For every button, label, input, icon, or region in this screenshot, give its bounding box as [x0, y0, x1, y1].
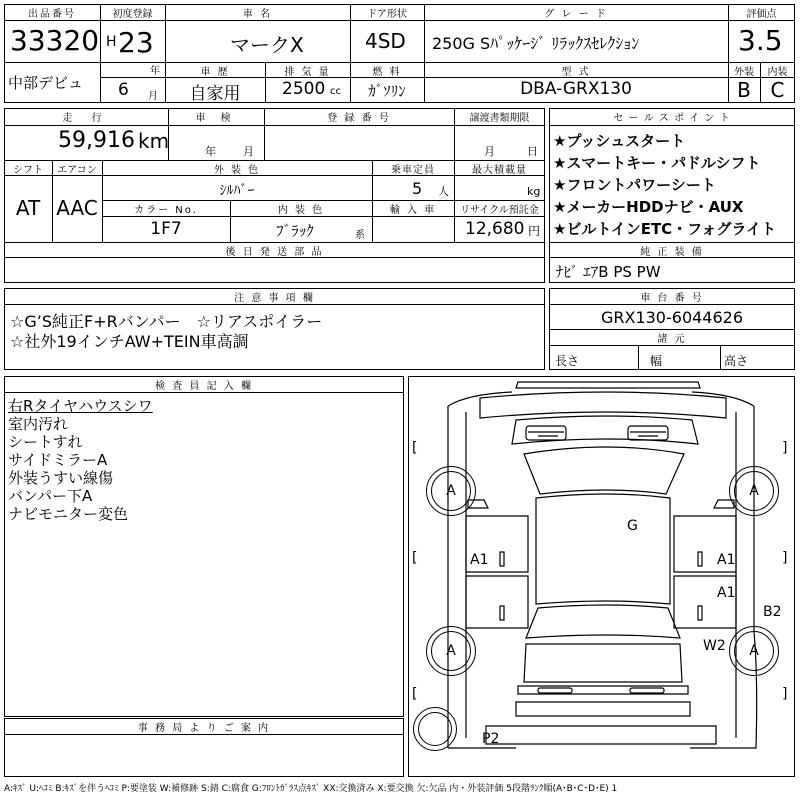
reg-year-unit: 年: [150, 66, 160, 77]
grade-label: グ レ ー ド: [544, 9, 608, 20]
history-label: 車 歴: [200, 67, 230, 78]
selling-point-1: ★プッシュスタート: [553, 132, 686, 150]
recycle-unit: 円: [528, 224, 541, 238]
capacity-label: 乗車定員: [391, 165, 435, 176]
spare-tire: [413, 707, 457, 751]
selling-point-4: ★メーカーHDDナビ・AUX: [553, 198, 744, 216]
max-load-unit: kg: [527, 185, 541, 198]
reg-month-unit: 月: [148, 91, 158, 102]
exterior-grade: B: [737, 78, 751, 102]
recycle-label: リサイクル預託金: [460, 205, 539, 216]
shift-value: AT: [15, 196, 41, 220]
mark-front-door-left: A1: [470, 552, 489, 568]
notes-line-1: ☆G’S純正F+Rバンパー ☆リアスポイラー: [10, 312, 323, 331]
capacity-unit: 人: [438, 185, 449, 198]
displacement: 2500: [282, 79, 326, 99]
int-color-value: ﾌﾞﾗｯｸ: [276, 222, 314, 240]
inspector-line-5: 外装うすい線傷: [8, 469, 114, 487]
fuel-type: ｶﾞｿﾘﾝ: [368, 82, 406, 100]
venue-name: 中部デビュ: [8, 74, 84, 92]
mark-roof: G: [627, 518, 638, 534]
interior-grade: C: [770, 78, 785, 102]
width-label: 幅: [650, 354, 663, 368]
reg-no-label: 登 録 番 号: [327, 113, 391, 124]
ac-value: AAC: [56, 196, 98, 220]
reg-year: 23: [118, 26, 154, 59]
car-name-label: 車 名: [242, 9, 273, 20]
mileage-unit: km: [138, 129, 170, 153]
tire-front-left-mark: A: [446, 483, 456, 499]
lot-no-label: 出品番号: [28, 9, 76, 20]
inspection-month-unit: 月: [243, 145, 254, 158]
car-history: 自家用: [189, 84, 241, 104]
cc-unit: cc: [330, 86, 341, 97]
inspection-label: 車 検: [195, 113, 237, 124]
color-no-value: 1F7: [150, 219, 182, 239]
transfer-month-unit: 月: [484, 145, 495, 158]
equipment-value: ﾅﾋﾞ ｴｱB PS PW: [556, 263, 661, 281]
dims-title: 諸 元: [657, 334, 687, 345]
lot-number: 33320: [10, 24, 100, 57]
tire-front-right: [729, 466, 779, 516]
bracket-left-low-open: [: [412, 686, 418, 702]
bracket-right-close: ]: [782, 440, 788, 456]
selling-point-5: ★ビルトインETC・フォグライト: [553, 220, 776, 238]
int-color-suffix: 系: [355, 230, 365, 241]
bracket-left-open: [: [412, 440, 418, 456]
tire-rear-left-mark: A: [446, 643, 456, 659]
inspector-line-4: サイドミラーA: [8, 451, 108, 469]
mark-rear-bumper-side: B2: [763, 604, 782, 620]
grade-name: 250G Sﾊﾟｯｹｰｼﾞ ﾘﾗｯｸｽｾﾚｸｼｮﾝ: [432, 34, 640, 53]
mark-rear-door-right: A1: [717, 585, 736, 601]
max-load-label: 最大積載量: [472, 165, 527, 176]
model-label: 型 式: [561, 67, 591, 78]
mark-front-door-right: A1: [717, 552, 736, 568]
ext-color-value: ｼﾙﾊﾞｰ: [219, 183, 255, 199]
tire-front-right-mark: A: [749, 483, 759, 499]
model-code: DBA-GRX130: [520, 79, 632, 99]
shift-label: シフト: [13, 165, 43, 176]
mileage-label: 走 行: [62, 113, 110, 124]
tire-rear-right: [729, 626, 779, 676]
ext-color-label: 外 装 色: [213, 165, 261, 176]
inspector-title: 検 査 員 記 入 欄: [155, 381, 253, 392]
bracket-left-mid-open: [: [412, 550, 418, 566]
selling-points-title: セ ー ル ス ポ イ ン ト: [613, 113, 731, 124]
displacement-label: 排 気 量: [284, 67, 331, 78]
chassis-number: GRX130-6044626: [600, 308, 744, 327]
era-letter: H: [106, 34, 117, 50]
later-parts-label: 後 日 発 送 部 品: [225, 247, 324, 258]
exterior-label: 外装: [734, 67, 754, 78]
reg-month: 6: [118, 80, 129, 100]
equipment-title: 純 正 装 備: [640, 247, 704, 258]
selling-point-3: ★フロントパワーシート: [553, 176, 716, 194]
office-title: 事 務 局 よ り ご 案 内: [137, 723, 271, 734]
mark-spare: P2: [482, 731, 500, 747]
score-label: 評価点: [746, 9, 777, 20]
car-name: マークX: [230, 33, 304, 57]
tire-rear-left: [426, 626, 476, 676]
notes-line-2: ☆社外19インチAW+TEIN車高調: [10, 332, 249, 351]
ac-label: エアコン: [57, 165, 97, 176]
tire-front-left: [426, 466, 476, 516]
length-label: 長さ: [555, 354, 580, 368]
transfer-day-unit: 日: [527, 145, 538, 158]
inspector-line-6: バンパー下A: [8, 487, 93, 505]
interior-label: 内装: [767, 67, 788, 78]
car-diagram: [408, 376, 795, 777]
inspector-line-7: ナビモニター変色: [8, 505, 129, 523]
inspection-year-unit: 年: [205, 145, 216, 158]
legend-text: A:ｷｽﾞ U:ﾍｺﾐ B:ｷｽﾞを伴うﾍｺﾐ P:要塗装 W:補修跡 S:錆 C:腐食 G:ﾌﾛﾝﾄｶﾞﾗｽ点ｷｽﾞ XX:交換済み X:要交換 欠:欠品 内・外装評価 5段階ﾗﾝｸ順(A･B･C･D･E) 1: [4, 784, 618, 794]
fuel-label: 燃 料: [372, 67, 402, 78]
color-no-label: カラー No.: [134, 205, 198, 216]
selling-point-2: ★スマートキー・パドルシフト: [553, 154, 761, 172]
height-label: 高さ: [724, 354, 749, 368]
tire-rear-right-mark: A: [749, 643, 759, 659]
mileage-value: 59,916: [58, 128, 135, 153]
import-label: 輸 入 車: [389, 205, 437, 216]
recycle-value: 12,680: [465, 219, 525, 239]
mark-rear-fender-right: W2: [703, 638, 726, 654]
chassis-title: 車 台 番 号: [640, 293, 704, 304]
int-color-label: 内 装 色: [277, 205, 325, 216]
bracket-right-low-close: ]: [782, 686, 788, 702]
capacity-value: 5: [412, 179, 423, 198]
inspector-line-1: 右Rタイヤハウスシワ: [8, 397, 153, 415]
transfer-label: 譲渡書類期限: [469, 113, 530, 124]
door-type: 4SD: [365, 29, 406, 53]
door-label: ドア形状: [367, 9, 407, 20]
inspector-line-3: シートすれ: [8, 433, 83, 451]
first-reg-label: 初度登録: [112, 9, 153, 20]
score-value: 3.5: [738, 24, 783, 57]
bracket-right-mid-close: ]: [782, 550, 788, 566]
inspector-line-2: 室内汚れ: [8, 415, 69, 433]
notes-title: 注 意 事 項 欄: [234, 293, 315, 304]
